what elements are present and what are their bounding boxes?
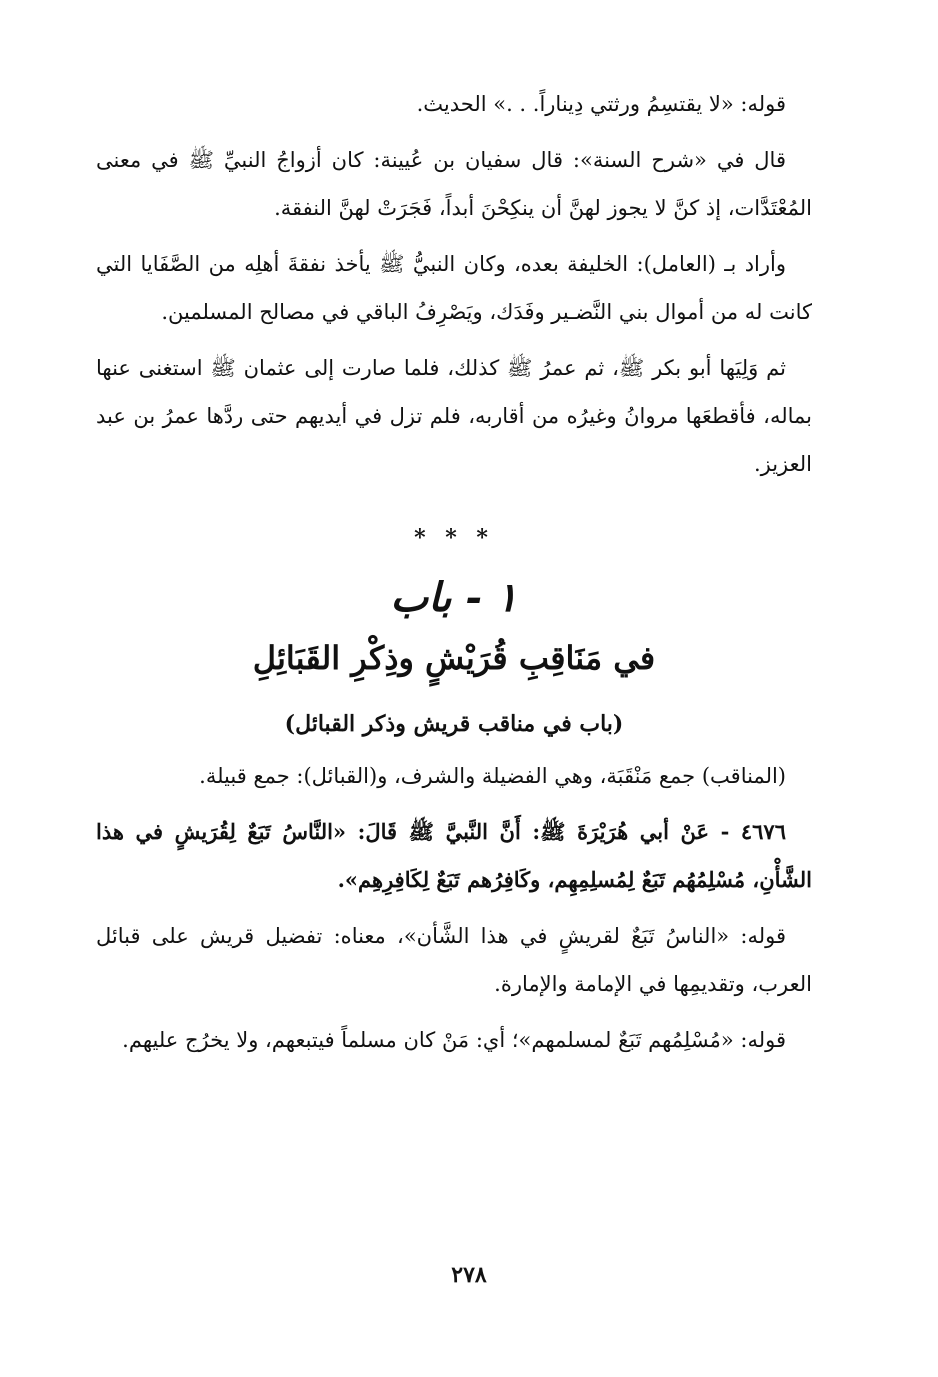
chapter-number: ١ - باب bbox=[390, 574, 518, 621]
hadith-text: ٤٦٧٦ - عَنْ أبي هُرَيْرَةَ ﷺ: أَنَّ النَّبيَّ ﷺ قَالَ: «النَّاسُ تَبَعٌ لِقُرَيشٍ في هذا الشَّأْنِ، مُسْلِمُهُم تَبَعٌ لِمُسلِمِهِم، وكَافِرُهم تَبَعٌ لِكَافِرِهِم». bbox=[96, 819, 812, 892]
chapter-title: في مَنَاقِبِ قُرَيْشٍ وذِكْرِ القَبَائِلِ bbox=[252, 639, 656, 677]
paragraph-hadith-quote: قوله: «لا يقتسِمُ ورثتي دِيناراً. . .» الحديث. bbox=[416, 92, 786, 116]
section-separator: * * * bbox=[414, 525, 494, 551]
page-body bbox=[96, 80, 812, 1072]
paragraph-amil-explanation: وأراد بـ (العامل): الخليفة بعده، وكان النبيُّ ﷺ يأخذ نفقةَ أهلِه من الصَّفَايا التي كانت له من أموال بني النَّضـير وفَدَك، ويَصْرِفُ الباقي في مصالح المسلمين. bbox=[96, 252, 812, 324]
page-number: ٢٧٨ bbox=[451, 1262, 487, 1288]
chapter-subtitle: (باب في مناقب قريش وذكر القبائل) bbox=[284, 711, 624, 737]
paragraph-history: ثم وَلِيَها أبو بكر ﷺ، ثم عمرُ ﷺ كذلك، فلما صارت إلى عثمان ﷺ استغنى عنها بماله، فأقطعَها مروانُ وغيرُه من أقاربه، فلم تزل في أيديهم حتى ردَّها عمرُ بن عبد العزيز. bbox=[96, 356, 812, 476]
paragraph-sharh-sunnah: قال في «شرح السنة»: قال سفيان بن عُيينة: كان أزواجُ النبيِّ ﷺ في معنى المُعْتَدَّات، إذ كنَّ لا يجوز لهنَّ أن ينكِحْنَ أبداً، فَجَرَتْ لهنَّ النفقة. bbox=[96, 148, 812, 220]
commentary-paragraph-1: قوله: «الناسُ تَبَعٌ لقريشٍ في هذا الشَّأن»، معناه: تفضيل قريش على قبائل العرب، وتقديمِها في الإمامة والإمارة. bbox=[96, 924, 812, 996]
definition-paragraph: (المناقب) جمع مَنْقَبَة، وهي الفضيلة والشرف، و(القبائل): جمع قبيلة. bbox=[199, 764, 786, 788]
commentary-paragraph-2: قوله: «مُسْلِمُهم تَبَعٌ لمسلمهم»؛ أي: مَنْ كان مسلماً فيتبعهم، ولا يخرُج عليهم. bbox=[122, 1028, 786, 1052]
